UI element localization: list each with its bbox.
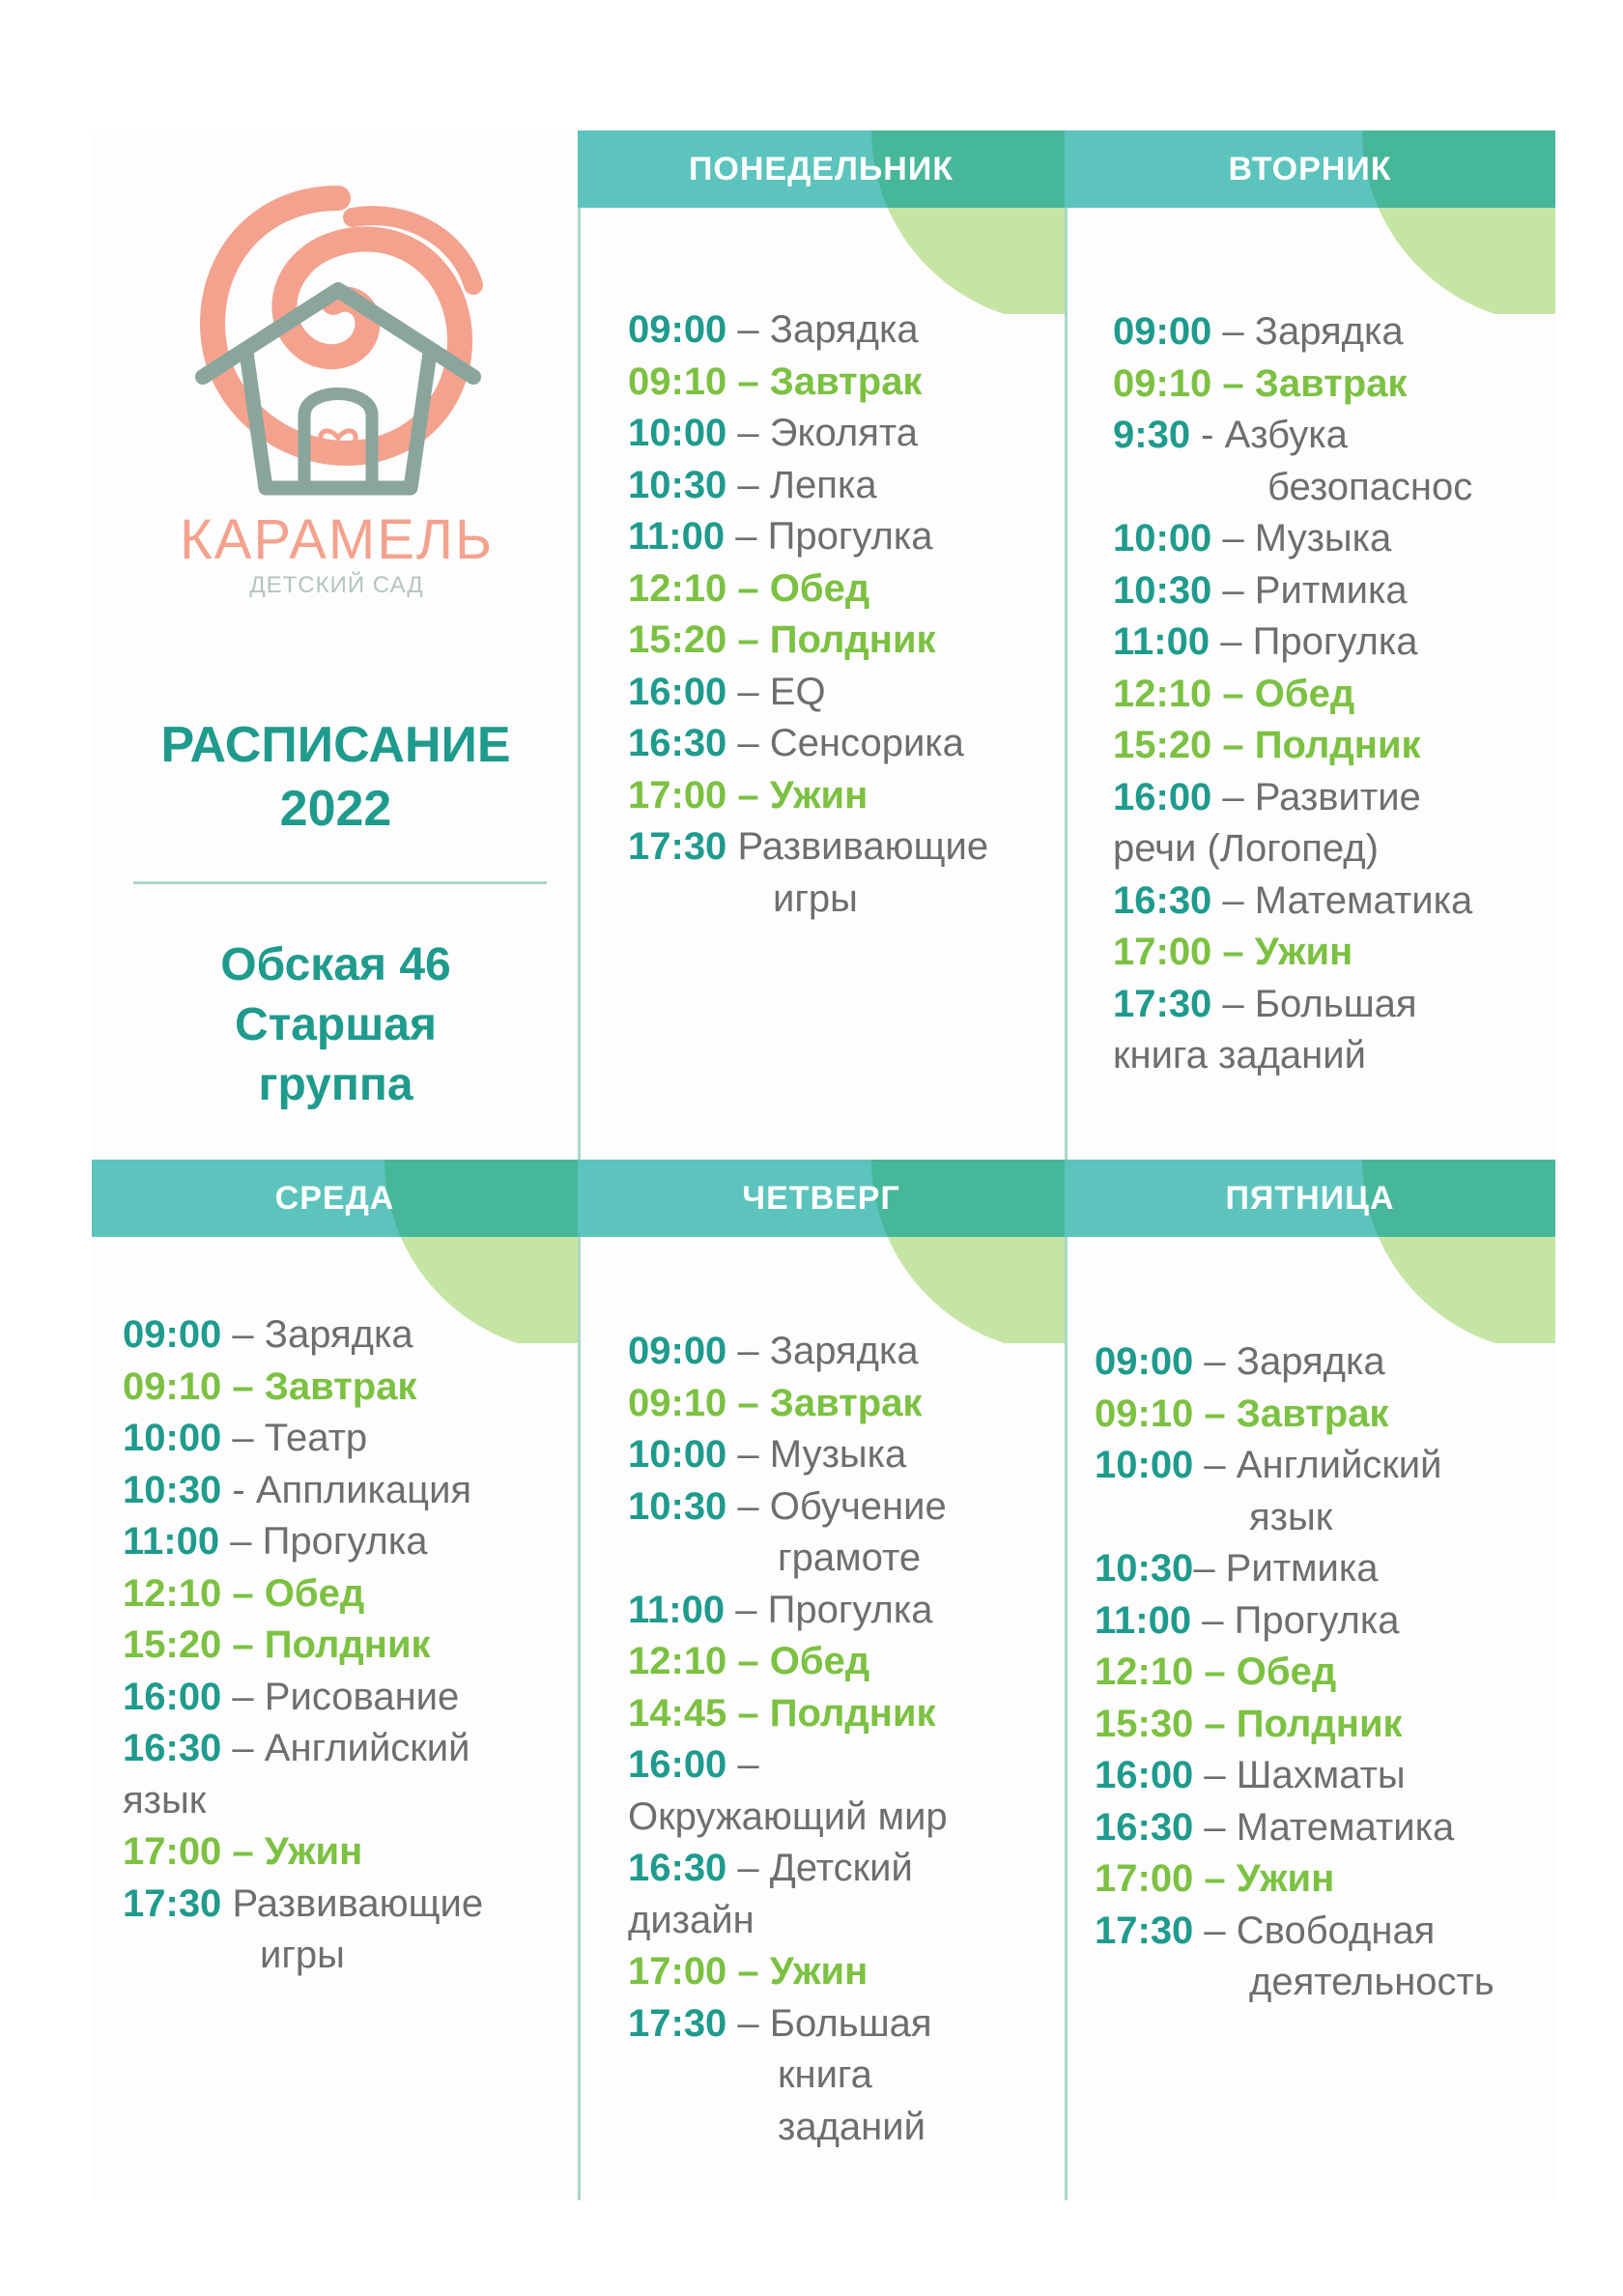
item-activity-continued: игры xyxy=(773,876,858,920)
schedule-item xyxy=(123,1620,483,1672)
item-separator: – xyxy=(219,1520,263,1563)
schedule-item xyxy=(628,1946,948,1998)
schedule-item xyxy=(628,1843,948,1895)
schedule-item xyxy=(123,1413,483,1465)
item-time: 16:30 xyxy=(123,1727,222,1769)
item-separator: - xyxy=(221,1468,256,1511)
item-activity: Обед xyxy=(264,1571,365,1615)
item-activity: Завтрак xyxy=(1236,1392,1389,1435)
item-time: 17:30 xyxy=(628,2001,727,2045)
item-time: 16:30 xyxy=(628,722,727,764)
item-activity-continued: речи (Логопед) xyxy=(1113,827,1379,870)
karamel-logo-icon xyxy=(193,179,483,507)
schedule-item xyxy=(1095,1802,1495,1854)
item-activity-continued: игры xyxy=(260,1934,345,1976)
schedule-item xyxy=(628,615,988,667)
item-time: 10:30 xyxy=(1113,568,1212,612)
schedule-item xyxy=(1095,1750,1495,1802)
group-line-2: группа xyxy=(258,1059,413,1110)
item-activity: Музыка xyxy=(1254,517,1392,560)
schedule-item xyxy=(628,770,988,822)
item-separator: – xyxy=(726,722,770,764)
item-separator: – xyxy=(1211,672,1255,715)
item-activity: Обучение xyxy=(769,1484,947,1528)
item-activity-continued: книга заданий xyxy=(1113,1034,1366,1076)
item-activity-continued: Окружающий мир xyxy=(628,1794,948,1838)
brand-name: КАРАМЕЛЬ xyxy=(179,508,495,571)
schedule-item xyxy=(628,563,988,616)
item-activity: Ужин xyxy=(264,1830,363,1873)
schedule-item xyxy=(1095,1440,1495,1492)
item-separator: - xyxy=(1190,414,1225,456)
schedule-item xyxy=(1113,979,1472,1031)
schedule-item xyxy=(1113,359,1472,411)
title-divider xyxy=(133,881,547,884)
item-separator: – xyxy=(726,618,770,661)
item-time: 10:00 xyxy=(628,412,727,454)
day-name: ЧЕТВЕРГ xyxy=(742,1179,900,1217)
item-separator xyxy=(726,825,737,868)
schedule-item xyxy=(123,1879,483,1931)
schedule-item xyxy=(628,460,988,512)
item-separator: – xyxy=(221,1675,265,1718)
schedule-item xyxy=(628,1636,948,1688)
day-header xyxy=(1065,130,1555,208)
item-separator: – xyxy=(221,1830,265,1873)
item-time: 10:30 xyxy=(628,463,727,506)
item-separator: – xyxy=(221,1727,265,1769)
item-separator: – xyxy=(1193,1857,1237,1900)
item-separator: – xyxy=(726,1484,770,1528)
item-separator: – xyxy=(726,670,770,713)
item-activity: Прогулка xyxy=(1234,1598,1400,1642)
item-activity: Прогулка xyxy=(767,515,933,558)
item-activity: Свободная xyxy=(1236,1909,1436,1952)
item-time: 10:00 xyxy=(123,1417,222,1459)
item-activity: Музыка xyxy=(769,1433,907,1476)
schedule-item xyxy=(123,1723,483,1775)
item-time: 16:00 xyxy=(628,670,727,713)
item-time: 09:10 xyxy=(123,1364,222,1408)
schedule-item xyxy=(1095,1595,1495,1648)
item-separator: – xyxy=(221,1364,265,1408)
item-activity: Развитие xyxy=(1254,775,1421,818)
schedule-item xyxy=(628,1429,948,1481)
item-time: 11:00 xyxy=(1113,620,1210,663)
item-separator: – xyxy=(726,1330,770,1372)
decor-wrap xyxy=(1065,130,1555,314)
schedule-item xyxy=(123,1362,483,1414)
item-time: 11:00 xyxy=(1095,1598,1192,1642)
item-activity: Математика xyxy=(1236,1805,1455,1849)
item-time: 12:10 xyxy=(123,1571,222,1615)
item-time: 09:10 xyxy=(628,1381,727,1424)
item-time: 15:20 xyxy=(1113,724,1212,766)
item-time: 11:00 xyxy=(628,1588,726,1631)
item-separator: – xyxy=(725,1588,768,1631)
schedule-item xyxy=(628,511,988,563)
schedule-item xyxy=(1113,669,1472,721)
item-separator: – xyxy=(1211,517,1255,560)
item-activity: Театр xyxy=(264,1417,368,1459)
schedule-item xyxy=(628,667,988,719)
item-activity-continued: книга xyxy=(778,2053,872,2096)
schedule-item xyxy=(1113,306,1472,359)
item-activity: Развивающие xyxy=(232,1881,484,1925)
item-time: 16:00 xyxy=(123,1675,222,1718)
item-activity: Аппликация xyxy=(255,1468,472,1511)
schedule-item xyxy=(123,1465,483,1517)
item-separator: – xyxy=(1210,620,1253,663)
item-separator: – xyxy=(1193,1702,1237,1745)
schedule-item xyxy=(628,1378,948,1430)
day-name: ПОНЕДЕЛЬНИК xyxy=(688,150,954,187)
schedule-item xyxy=(123,1309,483,1362)
item-time: 09:10 xyxy=(1113,361,1212,405)
item-activity-continued: безопаснос xyxy=(1267,465,1473,508)
item-separator: – xyxy=(726,773,770,817)
item-time: 17:00 xyxy=(1113,931,1212,973)
schedule-item xyxy=(628,1688,948,1740)
schedule-item xyxy=(123,1826,483,1879)
item-activity: Английский xyxy=(1236,1444,1442,1486)
day-header xyxy=(92,1160,578,1237)
item-activity: Детский xyxy=(769,1847,913,1889)
item-time: 17:00 xyxy=(1095,1857,1194,1900)
item-activity: Полдник xyxy=(1254,724,1421,766)
item-activity: Английский xyxy=(264,1727,470,1769)
item-time: 12:10 xyxy=(1095,1650,1194,1693)
item-activity: Большая xyxy=(769,2001,932,2045)
item-activity-continued: деятельность xyxy=(1249,1961,1495,2003)
item-time: 09:00 xyxy=(1113,310,1212,353)
item-time: 10:30 xyxy=(628,1484,727,1528)
item-activity: Большая xyxy=(1254,982,1417,1025)
item-activity: Обед xyxy=(769,1640,870,1682)
item-time: 17:00 xyxy=(628,773,727,817)
item-time: 16:00 xyxy=(1113,775,1212,818)
item-separator: – xyxy=(726,1433,770,1476)
schedule-list xyxy=(1095,1336,1495,2009)
item-activity: Ритмика xyxy=(1225,1547,1379,1590)
item-time: 09:10 xyxy=(1095,1392,1194,1435)
item-activity-continued: язык xyxy=(1249,1495,1333,1538)
schedule-list xyxy=(123,1309,483,1982)
schedule-item xyxy=(123,1568,483,1621)
item-time: 11:00 xyxy=(123,1520,220,1563)
item-separator: – xyxy=(221,1417,265,1459)
item-separator: – xyxy=(725,515,768,558)
item-separator: – xyxy=(1193,1805,1237,1849)
item-time: 10:00 xyxy=(628,1433,727,1476)
schedule-item xyxy=(1113,565,1472,617)
item-separator: – xyxy=(1193,1754,1237,1796)
schedule-item xyxy=(628,1585,948,1637)
item-activity: Полдник xyxy=(769,1691,936,1735)
item-activity: Обед xyxy=(769,566,870,610)
schedule-item xyxy=(628,1998,948,2051)
item-activity: Зарядка xyxy=(1236,1340,1385,1383)
schedule-item xyxy=(123,1672,483,1724)
item-separator: – xyxy=(1211,982,1255,1025)
item-activity: Математика xyxy=(1254,878,1473,922)
schedule-item xyxy=(628,718,988,770)
item-separator: – xyxy=(1211,724,1255,766)
schedule-item xyxy=(628,1481,948,1534)
schedule-item xyxy=(1095,1647,1495,1699)
item-activity-continued: заданий xyxy=(778,2105,925,2148)
item-activity: Зарядка xyxy=(1254,310,1404,353)
schedule-item xyxy=(1113,875,1472,928)
schedule-item xyxy=(628,304,988,357)
day-name: СРЕДА xyxy=(274,1179,395,1217)
item-separator: – xyxy=(1211,775,1255,818)
schedule-list xyxy=(1113,306,1472,1082)
item-activity: Прогулка xyxy=(1252,620,1418,663)
item-time: 10:00 xyxy=(1113,517,1212,560)
item-separator: – xyxy=(726,2001,770,2045)
item-activity: Ужин xyxy=(769,773,868,817)
item-activity: Зарядка xyxy=(264,1313,413,1356)
schedule-item xyxy=(1095,1336,1495,1389)
item-separator: – xyxy=(726,1950,770,1993)
item-separator: – xyxy=(726,412,770,454)
item-time: 16:30 xyxy=(1095,1805,1194,1849)
schedule-list xyxy=(628,1326,948,2153)
item-separator: – xyxy=(726,566,770,610)
item-activity: Зарядка xyxy=(769,1330,919,1372)
item-activity: Завтрак xyxy=(1254,361,1408,405)
item-separator: – xyxy=(726,463,770,506)
item-activity: Завтрак xyxy=(769,1381,923,1424)
item-time: 17:00 xyxy=(123,1830,222,1873)
item-time: 16:00 xyxy=(628,1743,727,1786)
item-time: 17:30 xyxy=(1113,982,1212,1025)
day-name: ВТОРНИК xyxy=(1228,150,1392,187)
item-time: 09:00 xyxy=(123,1313,222,1356)
schedule-item xyxy=(1095,1906,1495,1958)
item-activity: Полдник xyxy=(1236,1702,1403,1745)
schedule-item xyxy=(628,1739,948,1792)
item-activity: Сенсорика xyxy=(769,722,964,764)
item-activity: Завтрак xyxy=(264,1364,417,1408)
day-header xyxy=(1065,1160,1555,1237)
decor-wrap xyxy=(578,130,1065,314)
schedule-item xyxy=(1113,720,1472,772)
item-activity: Рисование xyxy=(264,1675,460,1718)
schedule-item xyxy=(1095,1543,1495,1595)
item-separator: – xyxy=(1193,1392,1237,1435)
item-time: 14:45 xyxy=(628,1691,727,1735)
item-time: 17:30 xyxy=(1095,1909,1194,1952)
item-separator: – xyxy=(221,1313,265,1356)
schedule-item xyxy=(1113,772,1472,824)
item-time: 09:00 xyxy=(628,1330,727,1372)
item-separator: – xyxy=(726,359,770,403)
item-activity: Азбука xyxy=(1224,414,1348,456)
item-activity-continued: язык xyxy=(123,1778,207,1822)
item-activity: Ужин xyxy=(769,1950,868,1993)
schedule-item xyxy=(1113,410,1472,462)
item-activity: Прогулка xyxy=(262,1520,428,1563)
schedule-item xyxy=(1113,513,1472,565)
brand-tagline: ДЕТСКИЙ САД xyxy=(249,572,424,598)
item-activity: Полдник xyxy=(264,1623,431,1666)
item-separator: – xyxy=(1193,1444,1237,1486)
schedule-list xyxy=(628,304,988,925)
item-separator: – xyxy=(1193,1547,1226,1590)
item-activity-continued: грамоте xyxy=(778,1536,922,1579)
item-activity: Шахматы xyxy=(1236,1754,1406,1796)
decor-wrap xyxy=(578,1160,1065,1343)
item-time: 10:30 xyxy=(1095,1547,1194,1590)
item-activity: Ужин xyxy=(1254,931,1353,973)
item-activity: Ужин xyxy=(1236,1857,1335,1900)
item-time: 17:30 xyxy=(628,825,727,868)
item-separator: – xyxy=(1193,1340,1237,1383)
item-time: 09:10 xyxy=(628,359,727,403)
item-activity: Зарядка xyxy=(769,308,919,351)
item-separator: – xyxy=(221,1623,265,1666)
item-time: 16:00 xyxy=(1095,1754,1194,1796)
item-separator: – xyxy=(1193,1650,1237,1693)
item-separator: – xyxy=(1191,1598,1235,1642)
schedule-item xyxy=(628,408,988,460)
item-activity: Обед xyxy=(1236,1650,1337,1693)
schedule-item xyxy=(628,357,988,409)
item-separator: – xyxy=(726,1691,770,1735)
item-separator: – xyxy=(1211,568,1255,612)
schedule-item xyxy=(123,1516,483,1568)
item-activity-continued: дизайн xyxy=(628,1898,755,1941)
item-separator: – xyxy=(1211,310,1255,353)
group-line-1: Старшая xyxy=(235,999,437,1050)
item-separator: – xyxy=(726,1743,759,1786)
day-name: ПЯТНИЦА xyxy=(1225,1179,1395,1217)
item-time: 11:00 xyxy=(628,515,726,558)
item-time: 9:30 xyxy=(1113,414,1191,456)
item-time: 16:30 xyxy=(628,1847,727,1889)
item-separator: – xyxy=(1211,361,1255,405)
item-time: 09:00 xyxy=(628,308,727,351)
page-title: РАСПИСАНИЕ xyxy=(160,717,511,773)
item-separator: – xyxy=(726,308,770,351)
item-separator: – xyxy=(726,1381,770,1424)
item-time: 10:00 xyxy=(1095,1444,1194,1486)
item-time: 10:30 xyxy=(123,1468,222,1511)
item-activity: Лепка xyxy=(769,463,877,506)
item-time: 17:00 xyxy=(628,1950,727,1993)
item-time: 17:30 xyxy=(123,1881,222,1925)
item-separator: – xyxy=(1193,1909,1237,1952)
item-activity: Прогулка xyxy=(767,1588,933,1631)
item-activity: Развивающие xyxy=(737,825,989,868)
item-separator: – xyxy=(221,1571,265,1615)
address: Обская 46 xyxy=(220,939,451,990)
item-time: 15:20 xyxy=(123,1623,222,1666)
schedule-item xyxy=(628,1326,948,1378)
item-activity: Эколята xyxy=(769,412,918,454)
item-activity: Полдник xyxy=(769,618,936,661)
schedule-item xyxy=(1113,617,1472,669)
schedule-item xyxy=(1113,927,1472,979)
item-activity: EQ xyxy=(769,670,826,713)
item-time: 16:30 xyxy=(1113,878,1212,922)
schedule-item xyxy=(628,821,988,874)
schedule-item xyxy=(1095,1699,1495,1751)
item-separator xyxy=(221,1882,232,1925)
item-time: 15:20 xyxy=(628,618,727,661)
item-separator: – xyxy=(1211,878,1255,922)
schedule-item xyxy=(1095,1853,1495,1906)
item-activity: Завтрак xyxy=(769,359,923,403)
decor-wrap xyxy=(1065,1160,1555,1343)
item-time: 09:00 xyxy=(1095,1340,1194,1383)
item-activity: Обед xyxy=(1254,672,1355,715)
schedule-item xyxy=(1095,1389,1495,1441)
item-activity: Ритмика xyxy=(1254,568,1408,612)
item-time: 15:30 xyxy=(1095,1702,1194,1745)
page-year: 2022 xyxy=(279,781,392,837)
item-separator: – xyxy=(726,1640,770,1682)
item-time: 12:10 xyxy=(1113,672,1212,715)
item-separator: – xyxy=(1211,931,1255,973)
item-time: 12:10 xyxy=(628,1640,727,1682)
day-header xyxy=(578,1160,1065,1237)
item-separator: – xyxy=(726,1847,770,1889)
item-time: 12:10 xyxy=(628,566,727,610)
day-header xyxy=(578,130,1065,208)
